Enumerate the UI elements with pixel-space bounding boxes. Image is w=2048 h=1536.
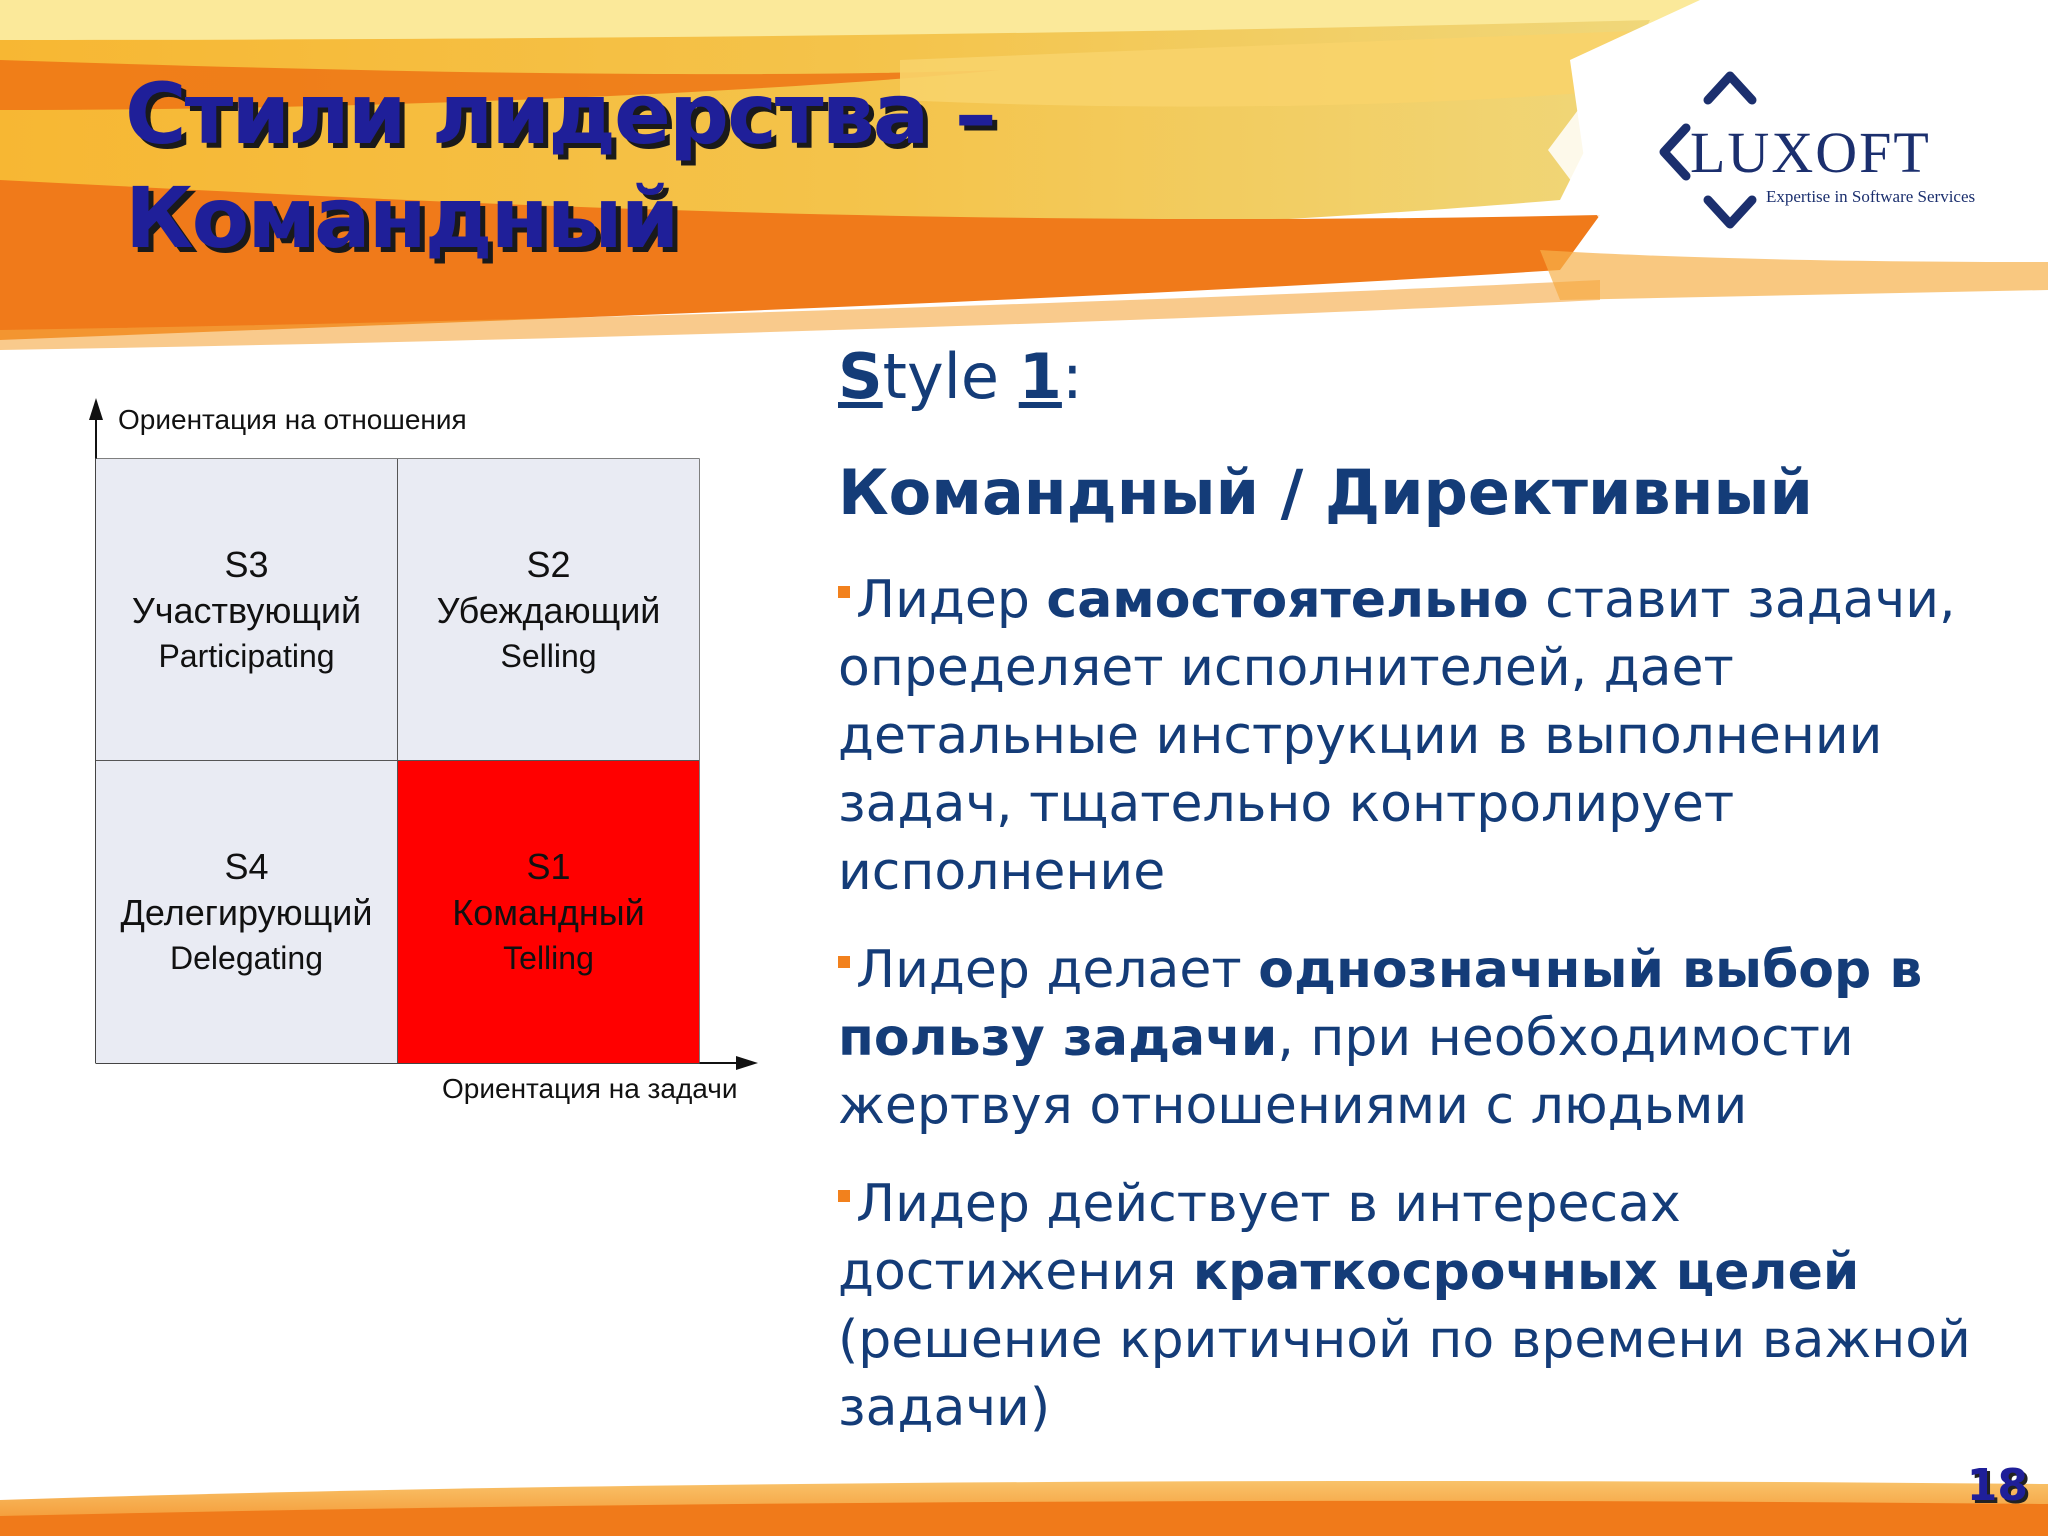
bullet-text-pre: Лидер делает (856, 940, 1259, 1000)
quadrant-code: S3 (224, 543, 269, 585)
style-heading-number: 1 (1018, 340, 1062, 413)
bullet-list (838, 566, 2018, 1472)
bullet-text-post: , при необходимости жертвуя отношениями с людьми (838, 1008, 1854, 1136)
bullet-text-bold: краткосрочных целей (1192, 1242, 1860, 1302)
bullet-text-bold: самостоятельно (1046, 570, 1529, 630)
bullet-square-icon (838, 586, 850, 598)
bullet-item (838, 1170, 2018, 1442)
style-heading (838, 340, 1083, 413)
luxoft-logo-icon (1548, 60, 2018, 240)
slide-title-line-1: Стили лидерства – (125, 65, 995, 163)
bullet-item (838, 566, 2018, 906)
bullet-text-post: ставит задачи, определяет исполнителей, дает детальные инструкции в выполнении задач, тщательно контролирует исполнение (838, 570, 1956, 902)
quadrant-s3 (96, 459, 398, 761)
y-axis-label: Ориентация на отношения (118, 404, 467, 435)
logo-name: LUXOFT (1690, 120, 1931, 185)
bullet-square-icon (838, 1190, 850, 1202)
bullet-square-icon (838, 956, 850, 968)
quadrant-name-ru: Делегирующий (120, 892, 373, 933)
slide-title-line-2: Командный (125, 169, 678, 267)
quadrant-name-en: Telling (503, 940, 594, 976)
quadrant-code: S1 (526, 846, 571, 887)
x-axis-label: Ориентация на задачи (442, 1073, 738, 1104)
style-heading-word: tyle (882, 340, 1019, 413)
bullet-text-bold: однозначный выбор в пользу задачи (838, 940, 1923, 1068)
quadrant-name-en: Participating (158, 637, 335, 674)
quadrant-code: S4 (224, 846, 269, 887)
slide-title (125, 62, 995, 270)
page-number: 18 (1966, 1460, 2028, 1511)
style-subtitle: Командный / Директивный (838, 456, 1813, 529)
quadrant-name-ru: Убеждающий (436, 589, 661, 631)
quadrant-name-en: Selling (500, 637, 597, 674)
quadrant-name-en: Delegating (170, 940, 323, 976)
x-axis-arrow-icon (736, 1056, 758, 1070)
quadrant-s2 (398, 459, 699, 761)
bullet-text-pre: Лидер (856, 570, 1047, 630)
bullet-text-pre: Лидер действует в интересах достижения (838, 1174, 1681, 1302)
quadrant-name-ru: Участвующий (131, 589, 362, 631)
quadrant-name-ru: Командный (452, 892, 645, 933)
logo-tagline: Expertise in Software Services (1766, 187, 1976, 206)
quadrant-s4 (96, 761, 398, 1063)
quadrant-code: S2 (526, 543, 571, 585)
bullet-text-post: (решение критичной по времени важной задачи) (838, 1310, 1971, 1438)
style-heading-s: S (838, 340, 883, 413)
quadrant-s1-highlighted (398, 761, 699, 1063)
bullet-item (838, 936, 2018, 1140)
style-heading-colon: : (1061, 340, 1083, 413)
footer-banner (0, 1470, 2048, 1536)
y-axis-arrow-icon (89, 398, 103, 420)
